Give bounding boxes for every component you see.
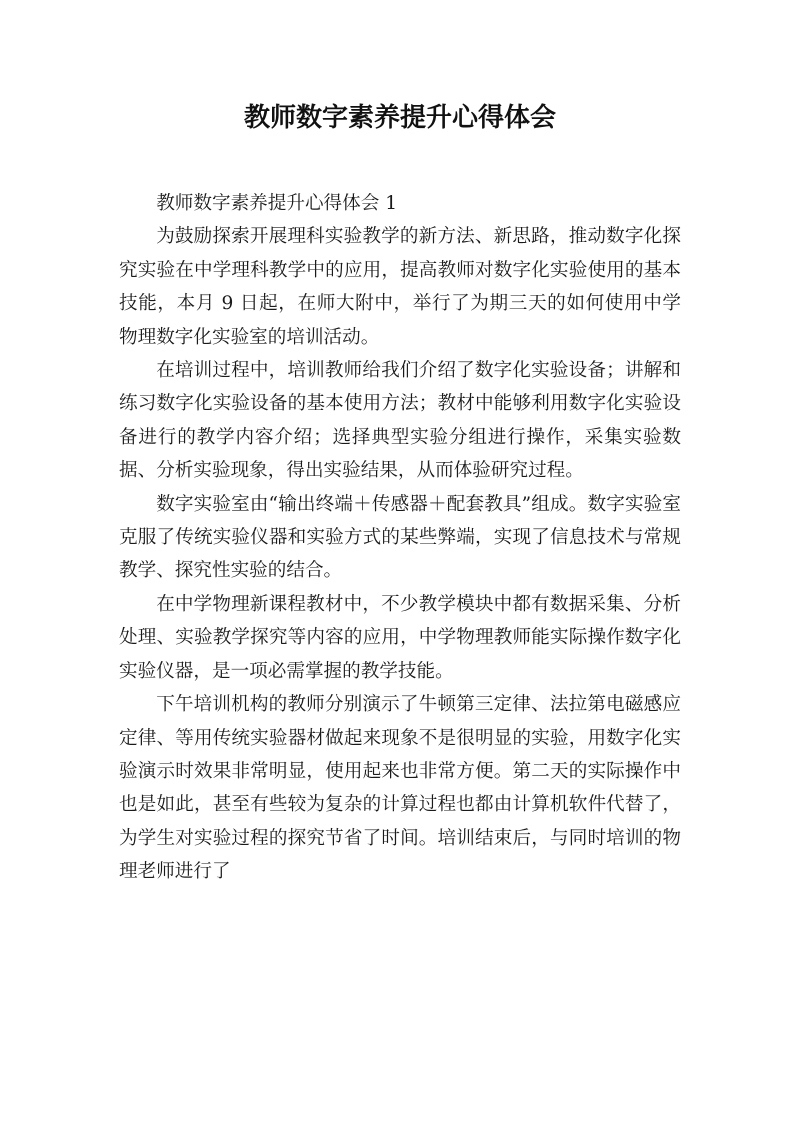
- paragraph-5: 下午培训机构的教师分别演示了牛顿第三定律、法拉第电磁感应定律、等用传统实验器材做起来现象不是很明显的实验，用数字化实验演示时效果非常明显，使用起来也非常方便。第二天的实际操作中也是如此，甚至有些较为复杂的计算过程也都由计算机软件代替了，为学生对实验过程的探究节省了时间。培训结束后，与同时培训的物理老师进行了: [119, 694, 681, 883]
- section-heading: 教师数字素养提升心得体会 1: [156, 193, 398, 214]
- document-body: [119, 187, 681, 889]
- paragraph-2: 在培训过程中，培训教师给我们介绍了数字化实验设备；讲解和练习数字化实验设备的基本使用方法；教材中能够利用数字化实验设备进行的教学内容介绍；选择典型实验分组进行操作，采集实验数据、分析实验现象，得出实验结果，从而体验研究过程。: [119, 360, 681, 482]
- document-title: 教师数字素养提升心得体会: [243, 103, 556, 133]
- paragraph-3: 数字实验室由“输出终端＋传感器＋配套教具”组成。数字实验室克服了传统实验仪器和实验方式的某些弊端，实现了信息技术与常规教学、探究性实验的结合。: [119, 493, 681, 582]
- paragraph-1: 为鼓励探索开展理科实验教学的新方法、新思路，推动数字化探究实验在中学理科教学中的应用，提高教师对数字化实验使用的基本技能，本月 9 日起，在师大附中，举行了为期三天的如何使用中学物理数字化实验室的培训活动。: [119, 226, 681, 348]
- paragraph-4: 在中学物理新课程教材中，不少教学模块中都有数据采集、分析处理、实验教学探究等内容的应用，中学物理教师能实际操作数字化实验仪器，是一项必需掌握的教学技能。: [119, 593, 681, 682]
